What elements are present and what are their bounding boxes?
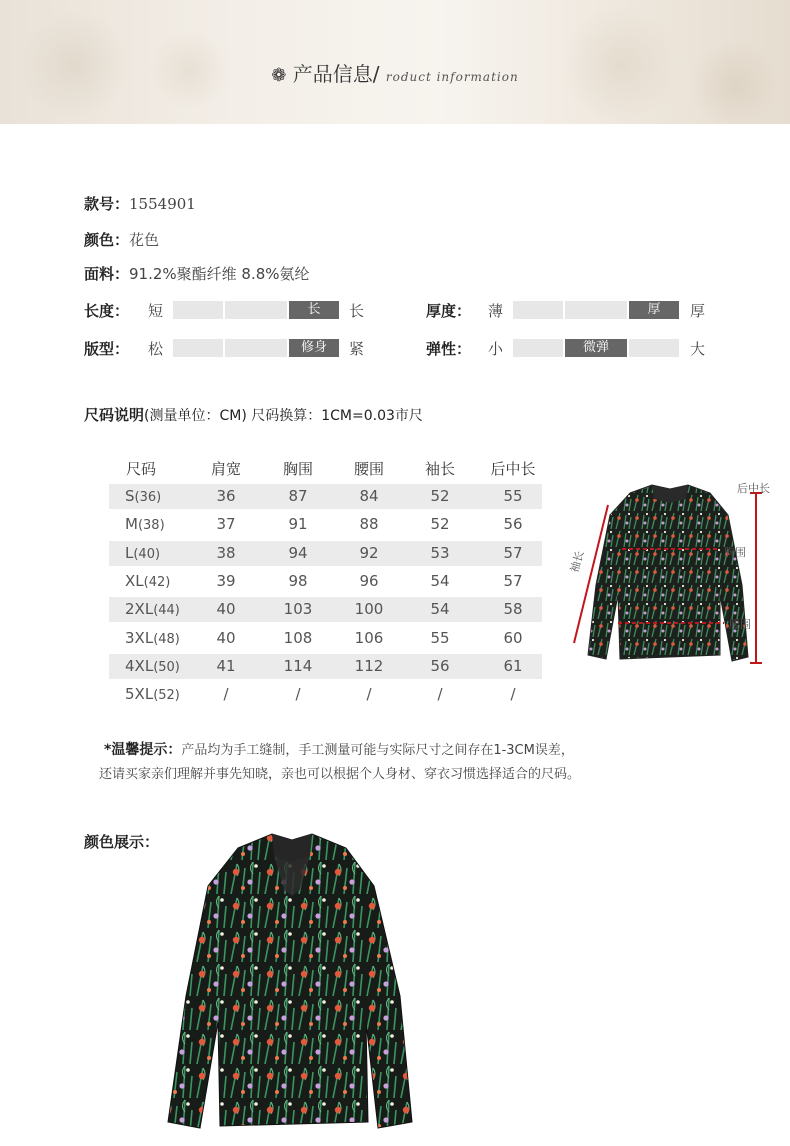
size-name: 2XL	[125, 600, 154, 619]
fit-seg-1	[173, 339, 223, 357]
flower-icon: ❁	[271, 65, 287, 86]
thickness-seg-active: 厚	[629, 301, 679, 319]
table-cell: 106	[354, 628, 384, 647]
table-cell: 57	[503, 543, 523, 562]
thickness-seg-2	[565, 301, 627, 319]
table-cell: 37	[216, 515, 236, 534]
size-cell	[125, 626, 195, 651]
header-back-length: 后中长	[490, 460, 536, 478]
table-cell: 100	[354, 600, 384, 619]
table-cell: 40	[216, 628, 236, 647]
style-number-value: 1554901	[129, 195, 196, 213]
size-cell	[125, 512, 195, 537]
table-cell: 96	[359, 571, 379, 590]
fit-high: 紧	[349, 340, 365, 358]
elasticity-label: 弹性：	[426, 340, 472, 358]
elasticity-seg-1	[513, 339, 563, 357]
table-cell: 103	[283, 600, 313, 619]
table-cell: 53	[430, 543, 450, 562]
table-row	[109, 682, 542, 707]
table-cell: 55	[430, 628, 450, 647]
style-number-row	[84, 193, 196, 214]
table-row	[109, 654, 542, 679]
size-name: M	[125, 515, 138, 534]
size-number: (42)	[143, 574, 171, 590]
length-high: 长	[349, 302, 365, 320]
product-photo	[160, 826, 440, 1132]
header-waist: 腰围	[353, 460, 384, 478]
header-banner	[0, 0, 790, 124]
size-name: L	[125, 543, 134, 562]
table-row	[109, 541, 542, 566]
size-number: (48)	[153, 631, 180, 647]
table-row	[109, 484, 542, 509]
table-cell: 60	[503, 628, 523, 647]
label-chest: 胸围	[724, 546, 746, 559]
size-number: (40)	[133, 546, 161, 562]
thickness-label: 厚度：	[426, 302, 472, 320]
table-cell: 91	[288, 515, 308, 534]
size-title-main: 尺码说明	[84, 406, 145, 424]
table-cell: 56	[503, 515, 523, 534]
size-number: (50)	[153, 659, 180, 675]
table-cell: 108	[283, 628, 313, 647]
size-cell	[125, 597, 195, 622]
label-waist: 腰围	[729, 618, 751, 631]
fit-seg-2	[225, 339, 287, 357]
color-display-title: 颜色展示：	[84, 833, 160, 851]
banner-title	[0, 58, 790, 87]
size-number: (44)	[153, 603, 180, 619]
size-diagram	[560, 475, 785, 675]
thickness-high: 厚	[690, 302, 706, 320]
size-number: (52)	[153, 688, 180, 704]
table-cell: /	[510, 685, 516, 704]
table-cell: 54	[430, 600, 450, 619]
table-cell: 36	[216, 487, 236, 505]
header-size: 尺码	[126, 460, 157, 478]
size-number: (36)	[134, 490, 162, 505]
table-cell: /	[223, 685, 229, 704]
table-cell: 114	[283, 656, 313, 675]
table-cell: 58	[503, 600, 523, 619]
table-cell: 57	[503, 571, 523, 590]
size-title-note: (测量单位：CM) 尺码换算：1CM=0.03市尺	[144, 408, 423, 424]
size-name: S	[125, 487, 135, 505]
length-seg-1	[173, 301, 223, 319]
table-cell: 52	[430, 515, 450, 534]
table-cell: /	[437, 685, 443, 704]
thickness-low: 薄	[488, 302, 504, 320]
header-shoulder: 肩宽	[210, 460, 241, 478]
table-row	[109, 626, 542, 651]
fit-seg-active: 修身	[289, 339, 339, 357]
size-cell	[125, 484, 195, 509]
color-row	[84, 229, 159, 250]
table-cell: 54	[430, 571, 450, 590]
banner-title-en: roduct information	[385, 70, 519, 84]
size-number: (38)	[137, 518, 165, 534]
length-low: 短	[148, 302, 164, 320]
table-cell: 61	[503, 656, 523, 675]
notice-box	[99, 738, 581, 787]
size-cell	[125, 654, 195, 679]
size-section-title	[84, 404, 423, 425]
thickness-seg-1	[513, 301, 563, 319]
notice-title: *温馨提示：	[104, 742, 182, 758]
size-name: 4XL	[125, 656, 154, 675]
table-cell: 112	[354, 656, 384, 675]
fabric-row	[84, 263, 310, 284]
fit-label: 版型：	[84, 340, 130, 358]
header-sleeve: 袖长	[424, 460, 455, 478]
size-cell	[125, 682, 195, 707]
table-cell: 84	[359, 487, 379, 505]
color-value: 花色	[129, 231, 160, 249]
length-seg-2	[225, 301, 287, 319]
elasticity-low: 小	[488, 340, 504, 358]
style-number-label: 款号：	[84, 195, 130, 213]
table-cell: 88	[359, 515, 379, 534]
table-cell: 94	[288, 543, 308, 562]
size-name: XL	[125, 571, 144, 590]
length-seg-active: 长	[289, 301, 339, 319]
table-row	[109, 597, 542, 622]
notice-line2: 还请买家亲们理解并事先知晓，亲也可以根据个人身材、穿衣习惯选择适合的尺码。	[99, 767, 581, 782]
banner-title-cn: 产品信息/	[292, 62, 380, 86]
label-back-length: 后中长	[737, 482, 770, 495]
table-row	[109, 512, 542, 537]
notice-line1: 产品均为手工缝制，手工测量可能与实际尺寸之间存在1-3CM误差，	[181, 743, 574, 758]
elasticity-seg-active: 微弹	[565, 339, 627, 357]
length-label: 长度：	[84, 302, 130, 320]
size-name: 5XL	[125, 685, 154, 704]
label-sleeve: 袖长	[567, 549, 587, 575]
table-cell: 41	[216, 656, 236, 675]
table-cell: 92	[359, 543, 379, 562]
table-cell: 40	[216, 600, 236, 619]
table-cell: /	[295, 685, 301, 704]
table-cell: 87	[288, 487, 308, 505]
color-label: 颜色：	[84, 231, 130, 249]
fit-low: 松	[148, 340, 164, 358]
fabric-label: 面料：	[84, 265, 130, 283]
size-cell	[125, 541, 195, 566]
header-chest: 胸围	[282, 460, 313, 478]
elasticity-seg-3	[629, 339, 679, 357]
shirt-shape	[588, 485, 748, 661]
table-cell: 56	[430, 656, 450, 675]
size-cell	[125, 569, 195, 594]
table-cell: 39	[216, 571, 236, 590]
table-cell: 55	[503, 487, 523, 505]
table-cell: /	[366, 685, 372, 704]
elasticity-high: 大	[690, 340, 706, 358]
table-cell: 52	[430, 487, 450, 505]
table-cell: 98	[288, 571, 308, 590]
table-row	[109, 569, 542, 594]
fabric-value: 91.2%聚酯纤维 8.8%氨纶	[129, 265, 310, 283]
size-name: 3XL	[125, 628, 154, 647]
table-cell: 38	[216, 543, 236, 562]
